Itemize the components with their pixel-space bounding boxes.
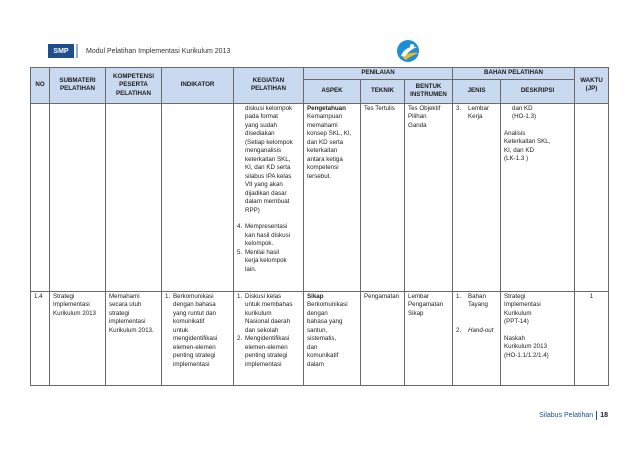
text-line: implementasi — [173, 360, 210, 368]
text-line: Naskah — [504, 334, 525, 342]
text-line: dalam — [307, 360, 324, 368]
text-line: Implementasi — [504, 301, 541, 308]
page-footer — [539, 411, 608, 420]
cell-jenis: 3. Lembar Kerja — [453, 103, 501, 291]
text-line: kompetensi — [307, 164, 339, 171]
aspek-text — [307, 113, 357, 181]
list-item: 2. Hand-out — [456, 327, 497, 336]
cell-aspek — [304, 291, 361, 385]
cell-submateri — [50, 291, 106, 385]
page-header — [48, 44, 230, 58]
text-line: pada format — [245, 113, 279, 120]
text-line: strategi — [109, 309, 130, 317]
deskripsi-text — [504, 130, 571, 164]
header-no: NO — [31, 68, 50, 104]
header-bahan: BAHAN PELATIHAN — [453, 68, 575, 80]
text-line: Sikap — [408, 309, 424, 317]
text-line: menganalisis — [245, 147, 282, 154]
header-kegiatan: KEGIATAN PELATIHAN — [234, 68, 304, 104]
aspek-title: Sikap — [307, 292, 324, 300]
text-line: komunikatif — [307, 352, 339, 359]
text-line: Ganda — [408, 121, 427, 129]
text-line: dengan — [307, 309, 328, 317]
level-badge: SMP — [48, 44, 74, 58]
cell-teknik: Tes Tertulis — [361, 103, 405, 291]
text-line: Strategi — [53, 292, 75, 300]
text-line: RPP) — [245, 206, 260, 214]
cell-waktu: 1 — [575, 291, 609, 385]
text-line: secara utuh — [109, 301, 142, 308]
list-item: 5. Menilai hasil kerja kelompok lain. — [237, 249, 300, 275]
text-line: Kurikulum 2013 — [53, 309, 96, 317]
text-line: KI, dan KD serta — [245, 164, 291, 171]
text-line: Mengidentifikasi — [245, 335, 290, 342]
list-item: 2. Mengidentifikasi elemen-elemen penting strategi implementasi — [237, 335, 300, 369]
text-line: (PPT-14) — [504, 318, 529, 325]
text-line: diskusi kelompok — [245, 104, 293, 112]
cell-kegiatan — [234, 103, 304, 291]
text-line: kerja kelompok — [245, 257, 287, 264]
cell-no — [31, 103, 50, 291]
table-row — [31, 291, 609, 385]
text-line: Tayang — [468, 301, 488, 308]
text-line: (HO-1.3) — [512, 113, 537, 120]
text-line: kelompok. — [245, 240, 274, 247]
cell-no: 1.4 — [31, 291, 50, 385]
list-item: 4. Mempresentasi kan hasil diskusi kelompok. — [237, 223, 300, 249]
text-line: kan hasil diskusi — [245, 231, 291, 239]
text-line: Berkomunikasi — [307, 301, 348, 308]
deskripsi-text — [504, 105, 571, 122]
text-line: Kurikulum 2013 — [504, 343, 548, 350]
text-line: antara ketiga — [307, 155, 343, 163]
text-line: Lembar — [468, 104, 489, 112]
text-line: dan sekolah — [245, 326, 279, 334]
text-line: KI, dan KD — [504, 146, 534, 154]
text-line: untuk membahas — [245, 301, 293, 308]
page-number: 18 — [600, 412, 608, 419]
text-line: Keterkaitan SKL, — [504, 138, 551, 145]
cell-kompetensi — [106, 291, 162, 385]
module-title: Modul Pelatihan Implementasi Kurikulum 2013 — [86, 47, 231, 55]
text-line: Lembar — [408, 292, 429, 300]
syllabus-table — [30, 67, 609, 386]
deskripsi-text — [504, 335, 571, 361]
text-line: dan KD — [512, 104, 533, 112]
header-penilaian: PENILAIAN — [304, 68, 453, 80]
text-line: Kerja — [468, 113, 483, 120]
cell-waktu — [575, 103, 609, 291]
cell-kegiatan — [234, 291, 304, 385]
header-aspek: ASPEK — [304, 79, 361, 103]
text-line: Kurikulum 2013. — [109, 326, 154, 334]
text-line: penting strategi — [173, 352, 216, 359]
text-line: lain. — [245, 265, 257, 273]
text-line: penting strategi — [245, 352, 288, 359]
text-line: implementasi — [109, 318, 146, 325]
text-line: dijadikan dasar — [245, 189, 287, 197]
text-line: untuk — [173, 326, 189, 334]
text-line: keterkaitan SKL, — [245, 155, 291, 163]
header-waktu: WAKTU (JP) — [575, 68, 609, 104]
list-item: 1. Diskusi kelas untuk membahas kurikulum Nasional daerah dan sekolah — [237, 293, 300, 336]
text-line: Pengamatan — [408, 301, 444, 308]
cell-indikator — [162, 103, 234, 291]
footer-divider — [596, 411, 597, 420]
text-line: Tes Objektif — [408, 104, 441, 112]
table-row — [31, 103, 609, 291]
text-line: santun, — [307, 326, 328, 334]
text-line: tersebut. — [307, 172, 332, 180]
text-line: VII yang akan — [245, 181, 283, 188]
header-bentuk: BENTUK INSTRUMEN — [405, 79, 453, 103]
text-line: dan KD serta — [307, 138, 344, 146]
list-item: 1. Bahan Tayang — [456, 293, 497, 310]
text-line: komunikatif — [173, 318, 205, 325]
text-line: Implementasi — [53, 301, 90, 308]
text-line: dalam membuat — [245, 198, 290, 205]
aspek-text — [307, 301, 357, 369]
text-line: dengan bahasa — [173, 301, 216, 308]
text-line: sistematis, — [307, 335, 337, 342]
deskripsi-text — [504, 293, 571, 327]
header-indikator: INDIKATOR — [162, 68, 234, 104]
text-line: Kemampuan — [307, 113, 343, 120]
header-teknik: TEKNIK — [361, 79, 405, 103]
text-line: Mempresentasi — [245, 223, 288, 230]
kegiatan-text — [245, 105, 300, 216]
text-line: kurikulum — [245, 309, 272, 317]
header-submateri: SUBMATERI PELATIHAN — [50, 68, 106, 104]
cell-bentuk — [405, 103, 453, 291]
text-line: disediakan — [245, 130, 275, 137]
badge-separator — [76, 44, 78, 58]
ministry-logo-icon — [393, 38, 423, 64]
header-jenis: JENIS — [453, 79, 501, 103]
text-line: yang runtut dan — [173, 309, 217, 317]
text-line: keterkaitan — [307, 147, 338, 154]
cell-jenis — [453, 291, 501, 385]
text-line: Bahan — [468, 292, 486, 300]
text-line: (Setiap kelompok — [245, 138, 293, 146]
cell-indikator: 1. Berkomunikasi dengan bahasa yang runtut dan komunikatif untuk mengidentifikasi elemen-elemen penting strategi implementasi — [162, 291, 234, 385]
header-deskripsi: DESKRIPSI — [501, 79, 575, 103]
text-line: Hand-out — [468, 326, 494, 334]
cell-deskripsi — [501, 103, 575, 291]
text-line: yang sudah — [245, 121, 277, 129]
text-line: implementasi — [245, 360, 282, 368]
text-line: dan — [307, 343, 318, 351]
text-line: Berkomunikasi — [173, 292, 214, 300]
text-line: Pilihan — [408, 113, 427, 120]
text-line: mengidentifikasi — [173, 335, 218, 342]
text-line: bahasa yang — [307, 318, 343, 325]
text-line: elemen-elemen — [173, 343, 216, 351]
text-line: Nasional daerah — [245, 318, 291, 325]
text-line: elemen-elemen — [245, 343, 288, 351]
text-line: Diskusi kelas — [245, 292, 282, 300]
text-line: (LK-1.3 ) — [504, 155, 529, 162]
aspek-title: Pengetahuan — [307, 104, 346, 112]
text-line: Memahami — [109, 292, 140, 300]
text-line: konsep SKL, KI, — [307, 130, 352, 137]
text-line: (HO-1.1/1.2/1.4) — [504, 351, 549, 359]
cell-teknik: Pengamatan — [361, 291, 405, 385]
text-line: Analisis — [504, 129, 526, 137]
cell-deskripsi — [501, 291, 575, 385]
text-line: Strategi — [504, 292, 526, 300]
cell-aspek — [304, 103, 361, 291]
cell-kompetensi — [106, 103, 162, 291]
cell-bentuk — [405, 291, 453, 385]
header-kompetensi: KOMPETENSI PESERTA PELATIHAN — [106, 68, 162, 104]
footer-label: Silabus Pelatihan — [539, 412, 594, 419]
text-line: memahami — [307, 121, 338, 129]
text-line: silabus IPA kelas — [245, 172, 292, 180]
text-line: Kurikulum — [504, 309, 532, 317]
cell-submateri — [50, 103, 106, 291]
text-line: Menilai hasil — [245, 248, 280, 256]
